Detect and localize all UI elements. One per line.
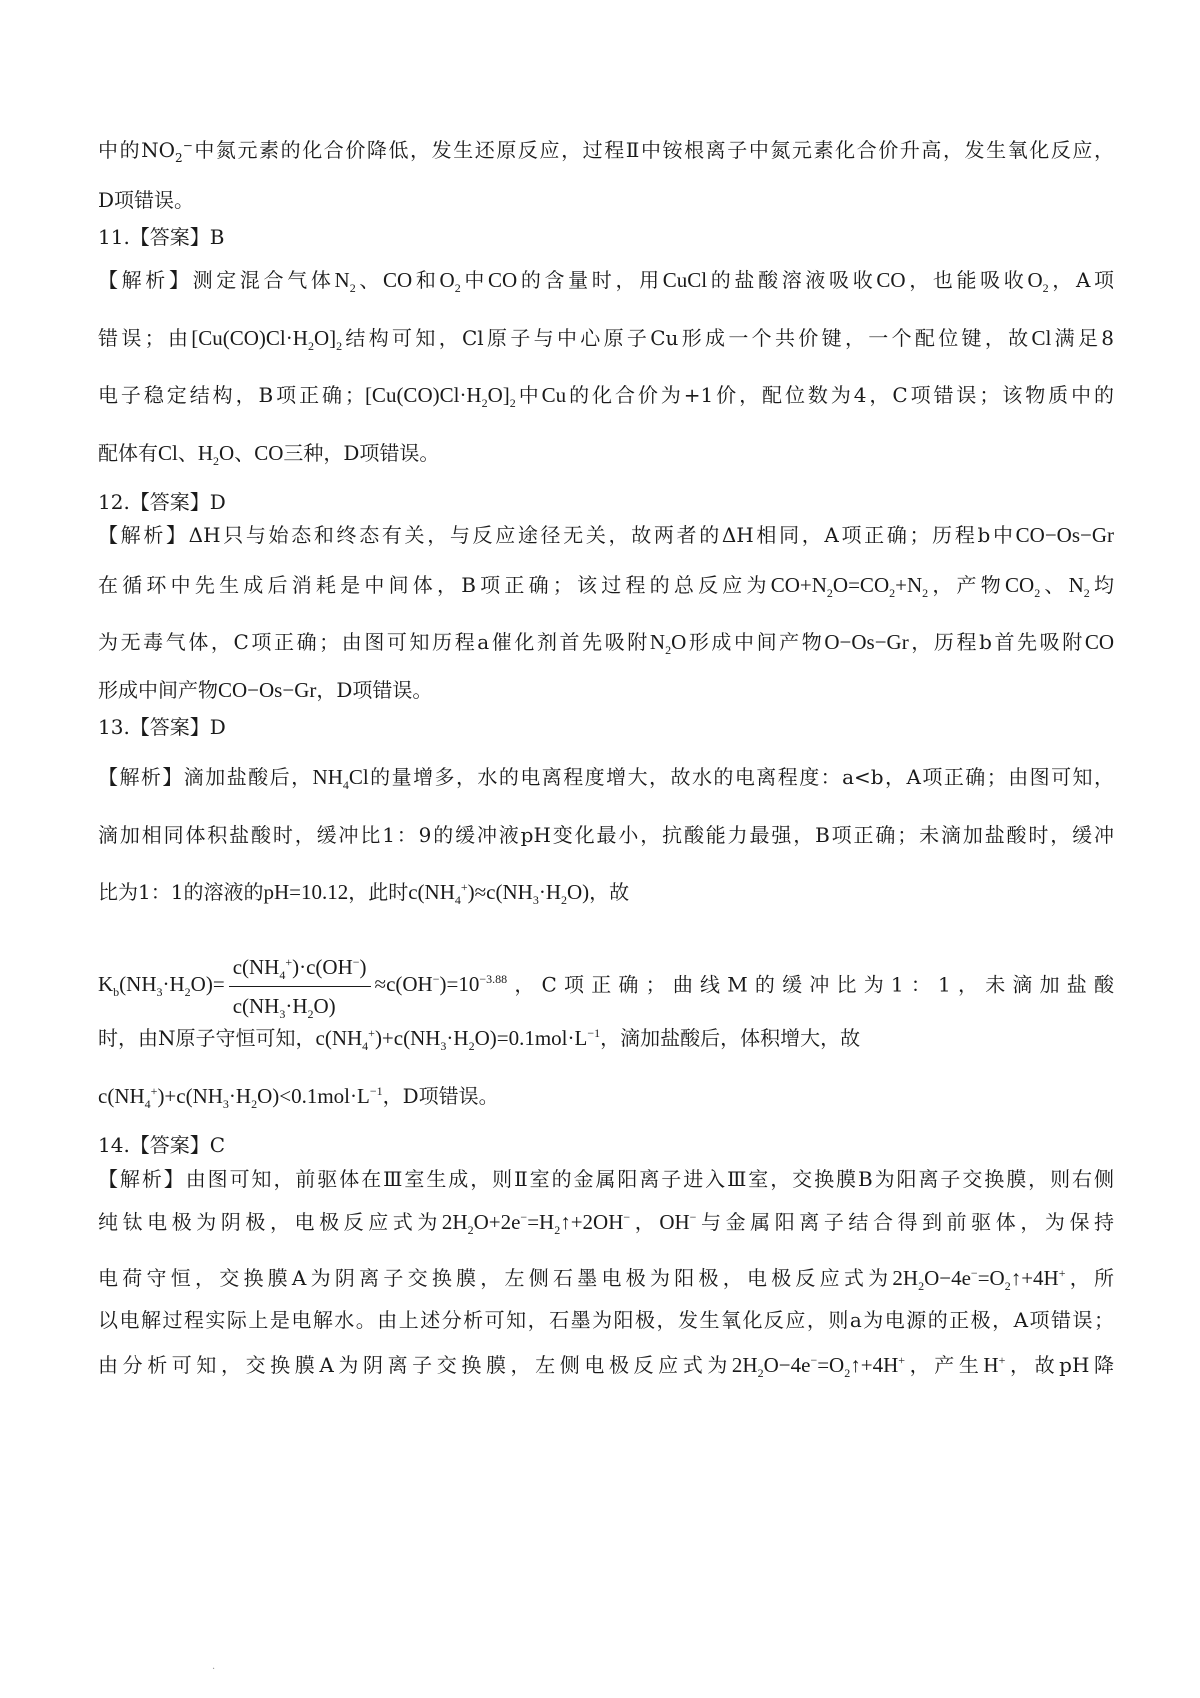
text-line: $K_b(NH_3\cdot H_2O)=$ $\frac{c(NH_4^+)\cdot c(OH^-)}{c(NH_3\cdot H_2O)}$ $\approx c(OH^-)=10^{-3.88}$，C项正确；曲线M的缓冲比为1：1，未滴加盐酸 <box>98 952 1114 1021</box>
text-line: 以电解过程实际上是电解水。由上述分析可知，石墨为阳极，发生氧化反应，则a为电源的正极，A项错误； <box>98 1308 1114 1332</box>
footer-mark: · <box>212 1664 216 1675</box>
text-line: 比为1：1的溶液的pH=10.12，此时$c(NH_4^+)\approx c(NH_3\cdot H_2O)$，故 <box>98 880 630 908</box>
text-line: 11.【答案】B <box>98 225 225 249</box>
text-line: $c(NH_4^+)+c(NH_3\cdot H_2O)<0.1mol\cdot L^{-1}$，D项错误。 <box>98 1084 499 1112</box>
text-line: 电荷守恒，交换膜A为阴离子交换膜，左侧石墨电极为阳极，电极反应式为$2H_2O-4e^-=O_2↑+4H^+$，所 <box>98 1266 1114 1294</box>
text-line: 【解析】由图可知，前驱体在Ⅲ室生成，则Ⅱ室的金属阳离子进入Ⅲ室，交换膜B为阳离子交换膜，则右侧 <box>98 1167 1114 1191</box>
text-line: 【解析】测定混合气体$N_2$、CO和$O_2$中CO的含量时，用CuCl的盐酸溶液吸收CO，也能吸收$O_2$，A项 <box>98 268 1115 296</box>
text-line: 13.【答案】D <box>98 715 226 739</box>
text-line: 配体有Cl、$H_2O$、CO三种，D项错误。 <box>98 441 440 469</box>
text-line: 12.【答案】D <box>98 490 226 514</box>
text-line: 【解析】ΔH只与始态和终态有关，与反应途径无关，故两者的ΔH相同，A项正确；历程b中CO−Os−Gr <box>98 523 1114 547</box>
text-line: D项错误。 <box>98 188 195 212</box>
text-line: 滴加相同体积盐酸时，缓冲比1：9的缓冲液pH变化最小，抗酸能力最强，B项正确；未滴加盐酸时，缓冲 <box>98 823 1114 847</box>
text-line: 错误；由$[Cu(CO)Cl\cdot H_2O]_2$结构可知，Cl原子与中心原子Cu形成一个共价键，一个配位键，故Cl满足8 <box>98 326 1114 354</box>
text-line: 时，由N原子守恒可知，$c(NH_4^+)+c(NH_3\cdot H_2O)=0.1mol\cdot L^{-1}$，滴加盐酸后，体积增大，故 <box>98 1026 861 1054</box>
text-line: 由分析可知，交换膜A为阴离子交换膜，左侧电极反应式为$2H_2O-4e^-=O_2↑+4H^+$，产生H+，故pH降 <box>98 1353 1114 1381</box>
text-line: 14.【答案】C <box>98 1133 226 1157</box>
text-line: 电子稳定结构，B项正确；$[Cu(CO)Cl\cdot H_2O]_2$中Cu的化合价为+1价，配位数为4，C项错误；该物质中的 <box>98 383 1115 411</box>
text-line: 中的$NO_2^-$中氮元素的化合价降低，发生还原反应，过程Ⅱ中铵根离子中氮元素化合价升高，发生氧化反应， <box>98 138 1114 165</box>
text-line: 纯钛电极为阴极，电极反应式为$2H_2O+2e^-=H_2↑+2OH^-$，OH−与金属阳离子结合得到前驱体，为保持 <box>98 1210 1115 1238</box>
text-line: 在循环中先生成后消耗是中间体，B项正确；该过程的总反应为$CO+N_2O=CO_2+N_2$，产物$CO_2$、$N_2$均 <box>98 573 1115 601</box>
text-line: 为无毒气体，C项正确；由图可知历程a催化剂首先吸附$N_2O$形成中间产物O−Os−Gr，历程b首先吸附CO <box>98 630 1114 658</box>
text-line: 【解析】滴加盐酸后，$NH_4Cl$的量增多，水的电离程度增大，故水的电离程度：a<b，A项正确；由图可知， <box>98 765 1115 793</box>
text-line: 形成中间产物CO−Os−Gr，D项错误。 <box>98 678 433 702</box>
